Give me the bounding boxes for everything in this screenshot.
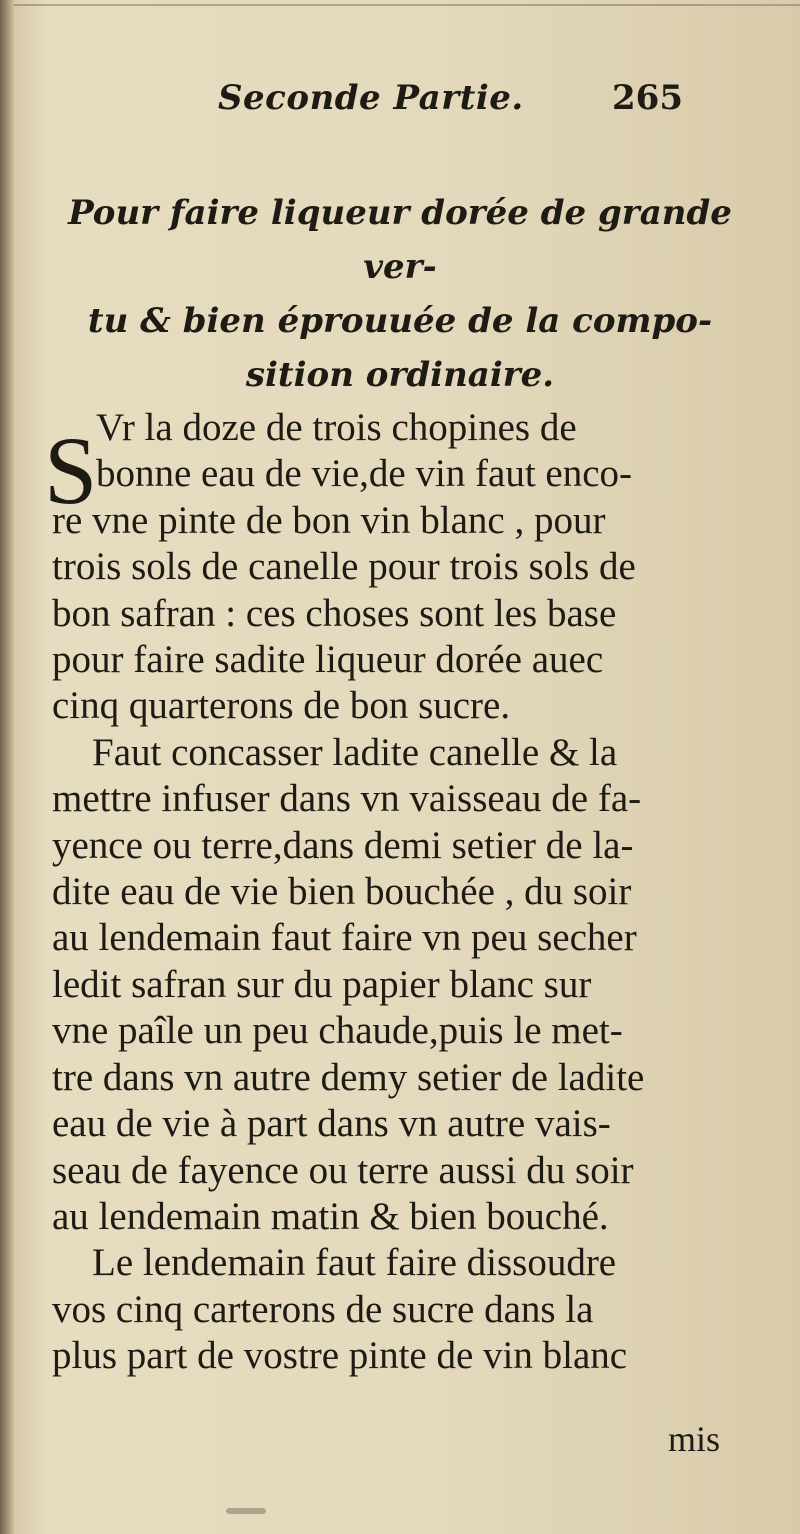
text-line: bon safran : ces choses sont les base xyxy=(52,591,617,635)
text-line: dite eau de vie bien bouchée , du soir xyxy=(52,870,632,914)
drop-cap: S xyxy=(44,417,98,524)
recipe-body xyxy=(44,405,722,1380)
text-line: cinq quarterons de bon sucre. xyxy=(52,684,511,728)
ink-smudge xyxy=(226,1508,266,1514)
text-line: yence ou terre,dans demi setier de la- xyxy=(52,823,634,867)
text-line: seau de fayence ou terre aussi du soir xyxy=(52,1148,634,1192)
text-line: vos cinq carterons de sucre dans la xyxy=(52,1287,594,1331)
title-line: tu & bien éprouuée de la compo- xyxy=(87,301,713,341)
text-line: ledit safran sur du papier blanc sur xyxy=(52,962,592,1006)
page-number: 265 xyxy=(612,78,683,118)
title-line: Pour faire liqueur dorée de grande ver- xyxy=(68,193,732,287)
text-line: plus part de vostre pinte de vin blanc xyxy=(52,1334,628,1378)
text-line: vne paîle un peu chaude,puis le met- xyxy=(52,1009,623,1053)
catchword: mis xyxy=(668,1419,721,1459)
text-line: Faut concasser ladite canelle & la xyxy=(92,730,618,774)
page-edge-line xyxy=(14,4,800,6)
text-line: Vr la doze de trois chopines de xyxy=(96,406,577,449)
text-line: trois sols de canelle pour trois sols de xyxy=(52,545,636,589)
text-line: au lendemain faut faire vn peu secher xyxy=(52,916,637,960)
text-line: tre dans vn autre demy setier de ladite xyxy=(52,1055,645,1099)
text-line: bonne eau de vie,de vin faut enco- xyxy=(96,452,633,496)
text-line: Le lendemain faut faire dissoudre xyxy=(92,1241,617,1285)
text-line: au lendemain matin & bien bouché. xyxy=(52,1194,609,1238)
running-head: Seconde Partie. xyxy=(218,78,524,118)
text-line: eau de vie à part dans vn autre vais- xyxy=(52,1102,611,1146)
text-line: re vne pinte de bon vin blanc , pour xyxy=(52,498,606,542)
text-line: mettre infuser dans vn vaisseau de fa- xyxy=(52,777,642,821)
title-line: sition ordinaire. xyxy=(245,355,555,395)
book-gutter xyxy=(0,0,14,1534)
page-header xyxy=(0,70,800,130)
text-line: pour faire sadite liqueur dorée auec xyxy=(52,638,604,682)
recipe-title xyxy=(60,186,740,402)
